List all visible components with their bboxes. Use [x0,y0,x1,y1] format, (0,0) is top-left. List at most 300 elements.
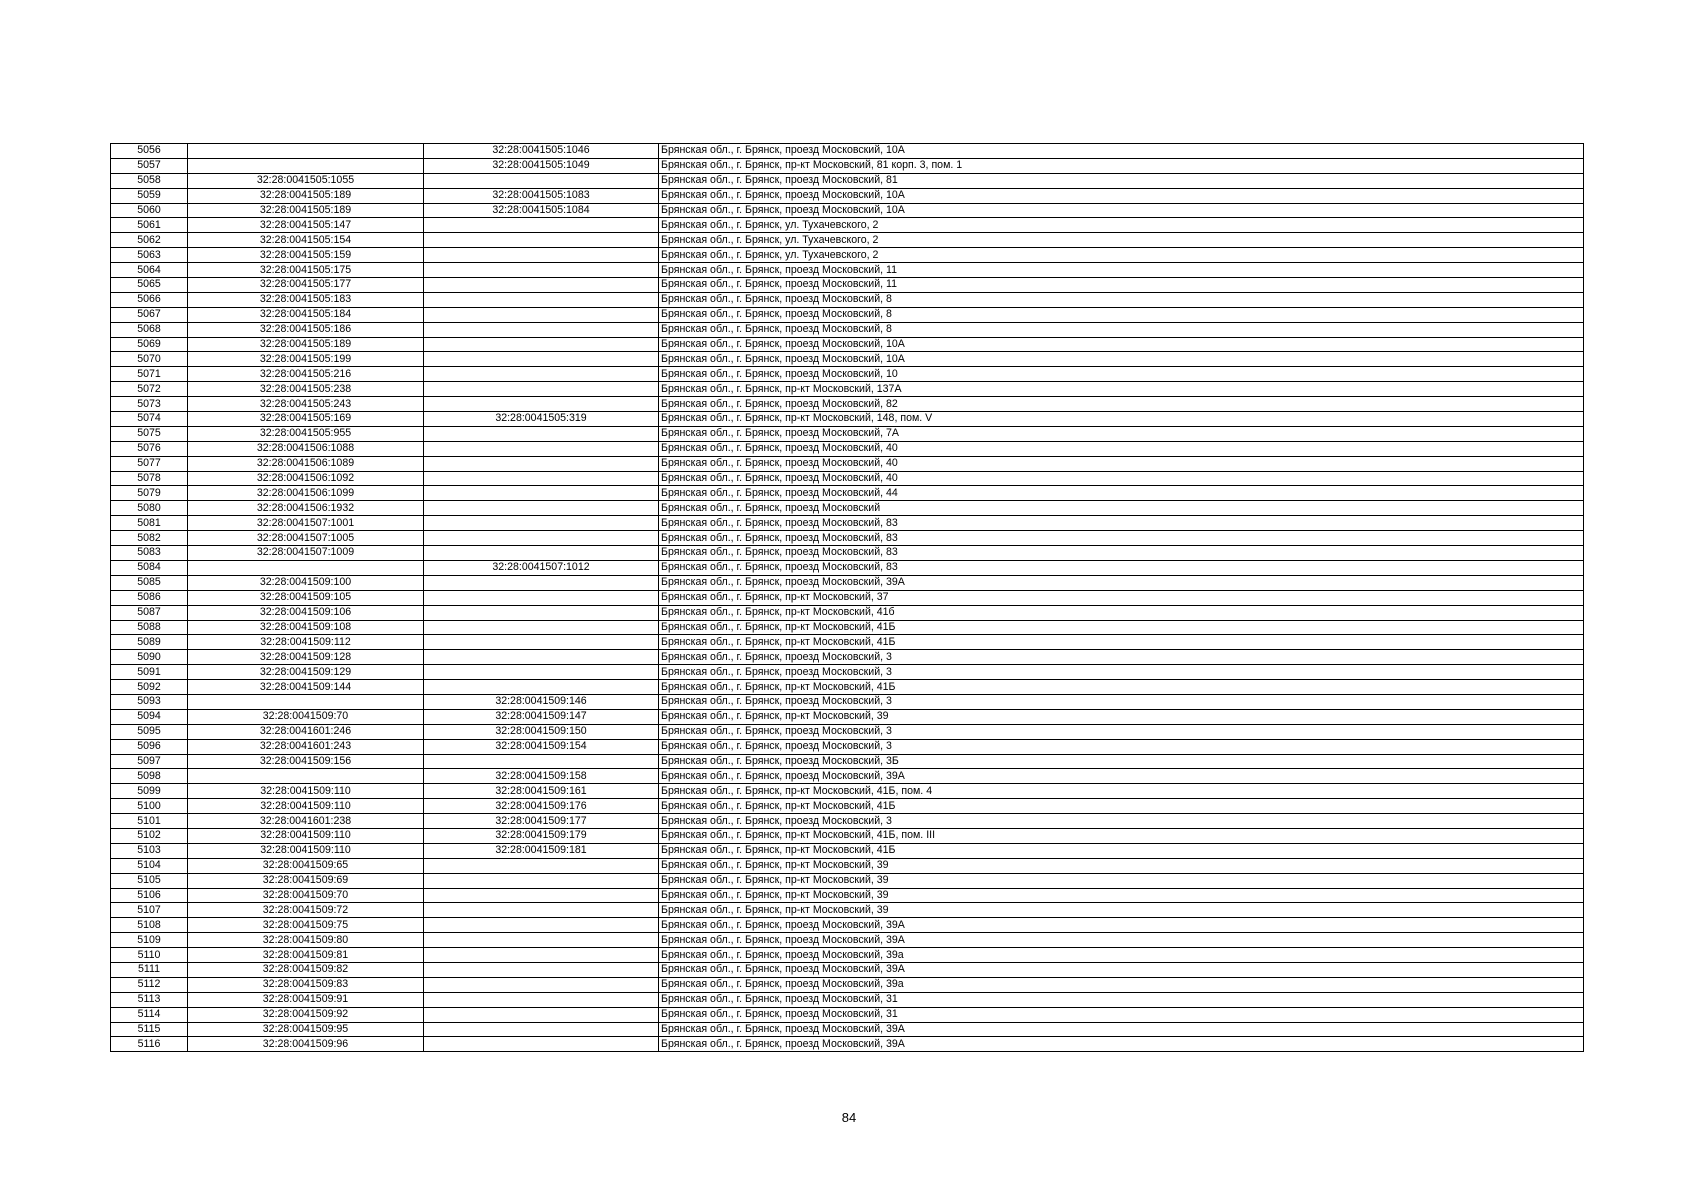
building-cadastral-number-cell [424,873,659,888]
row-number-cell: 5086 [111,590,188,605]
table-row [111,412,1584,427]
building-cadastral-number-cell [424,456,659,471]
table-row [111,441,1584,456]
table-row [111,650,1584,665]
building-cadastral-number-cell [424,962,659,977]
table-row [111,546,1584,561]
cadastral-number-cell [188,144,424,159]
cadastral-number-cell: 32:28:0041505:159 [188,248,424,263]
row-number-cell: 5070 [111,352,188,367]
address-cell: Брянская обл., г. Брянск, пр-кт Московский, 41Б [659,620,1584,635]
address-cell: Брянская обл., г. Брянск, проезд Московский, 39А [659,1037,1584,1052]
row-number-cell: 5108 [111,918,188,933]
cadastral-number-cell: 32:28:0041601:243 [188,739,424,754]
table-row [111,218,1584,233]
address-cell: Брянская обл., г. Брянск, проезд Московский, 10А [659,188,1584,203]
cadastral-number-cell: 32:28:0041509:100 [188,575,424,590]
building-cadastral-number-cell [424,248,659,263]
cadastral-number-cell: 32:28:0041509:144 [188,680,424,695]
page-number: 84 [841,1110,857,1125]
cadastral-number-cell: 32:28:0041506:1089 [188,456,424,471]
address-cell: Брянская обл., г. Брянск, пр-кт Московский, 37 [659,590,1584,605]
address-cell: Брянская обл., г. Брянск, пр-кт Московский, 39 [659,873,1584,888]
row-number-cell: 5104 [111,858,188,873]
row-number-cell: 5101 [111,814,188,829]
table-row [111,352,1584,367]
row-number-cell: 5114 [111,1007,188,1022]
cadastral-number-cell: 32:28:0041505:189 [188,337,424,352]
building-cadastral-number-cell: 32:28:0041505:1084 [424,203,659,218]
address-cell: Брянская обл., г. Брянск, проезд Московский, 39А [659,918,1584,933]
address-cell: Брянская обл., г. Брянск, проезд Московский, 82 [659,397,1584,412]
row-number-cell: 5082 [111,531,188,546]
address-cell: Брянская обл., г. Брянск, проезд Московский, 81 [659,173,1584,188]
row-number-cell: 5096 [111,739,188,754]
table-row [111,933,1584,948]
row-number-cell: 5106 [111,888,188,903]
table-row [111,1022,1584,1037]
address-cell: Брянская обл., г. Брянск, проезд Московский, 3 [659,694,1584,709]
row-number-cell: 5064 [111,263,188,278]
cadastral-number-cell: 32:28:0041505:955 [188,426,424,441]
address-cell: Брянская обл., г. Брянск, проезд Московский, 83 [659,516,1584,531]
address-cell: Брянская обл., г. Брянск, пр-кт Московский, 41б [659,605,1584,620]
table-row [111,828,1584,843]
address-cell: Брянская обл., г. Брянск, пр-кт Московский, 41Б [659,843,1584,858]
row-number-cell: 5091 [111,665,188,680]
address-cell: Брянская обл., г. Брянск, проезд Московский, 83 [659,560,1584,575]
address-cell: Брянская обл., г. Брянск, проезд Московский [659,501,1584,516]
building-cadastral-number-cell [424,352,659,367]
row-number-cell: 5074 [111,412,188,427]
cadastral-number-cell: 32:28:0041509:110 [188,799,424,814]
cadastral-number-cell: 32:28:0041509:69 [188,873,424,888]
cadastral-number-cell: 32:28:0041509:129 [188,665,424,680]
address-cell: Брянская обл., г. Брянск, проезд Московский, 10 [659,367,1584,382]
address-cell: Брянская обл., г. Брянск, пр-кт Московский, 39 [659,888,1584,903]
address-cell: Брянская обл., г. Брянск, проезд Московский, 8 [659,322,1584,337]
building-cadastral-number-cell [424,680,659,695]
table-row [111,292,1584,307]
building-cadastral-number-cell [424,590,659,605]
table-row [111,560,1584,575]
table-row [111,962,1584,977]
cadastral-number-cell: 32:28:0041509:91 [188,992,424,1007]
table-row [111,873,1584,888]
cadastral-number-cell: 32:28:0041601:238 [188,814,424,829]
table-row [111,769,1584,784]
table-row [111,173,1584,188]
address-cell: Брянская обл., г. Брянск, проезд Московский, 40 [659,471,1584,486]
address-cell: Брянская обл., г. Брянск, проезд Московский, 39А [659,962,1584,977]
row-number-cell: 5071 [111,367,188,382]
building-cadastral-number-cell [424,605,659,620]
address-cell: Брянская обл., г. Брянск, проезд Московский, 31 [659,992,1584,1007]
address-cell: Брянская обл., г. Брянск, проезд Московский, 39а [659,977,1584,992]
building-cadastral-number-cell [424,233,659,248]
row-number-cell: 5095 [111,724,188,739]
building-cadastral-number-cell: 32:28:0041507:1012 [424,560,659,575]
address-cell: Брянская обл., г. Брянск, пр-кт Московский, 41Б [659,635,1584,650]
cadastral-number-cell: 32:28:0041505:216 [188,367,424,382]
row-number-cell: 5097 [111,754,188,769]
building-cadastral-number-cell [424,1007,659,1022]
address-cell: Брянская обл., г. Брянск, пр-кт Московский, 41Б [659,799,1584,814]
cadastral-number-cell: 32:28:0041509:82 [188,962,424,977]
cadastral-number-cell: 32:28:0041509:96 [188,1037,424,1052]
cadastral-number-cell: 32:28:0041509:72 [188,903,424,918]
row-number-cell: 5093 [111,694,188,709]
row-number-cell: 5110 [111,948,188,963]
address-cell: Брянская обл., г. Брянск, проезд Московский, 39а [659,948,1584,963]
cadastral-number-cell: 32:28:0041509:70 [188,888,424,903]
building-cadastral-number-cell [424,918,659,933]
address-cell: Брянская обл., г. Брянск, проезд Московский, 40 [659,456,1584,471]
cadastral-number-cell: 32:28:0041509:105 [188,590,424,605]
table-row [111,620,1584,635]
address-cell: Брянская обл., г. Брянск, проезд Московский, 83 [659,546,1584,561]
cadastral-number-cell: 32:28:0041509:95 [188,1022,424,1037]
cadastral-number-cell: 32:28:0041505:169 [188,412,424,427]
cadastral-number-cell: 32:28:0041506:1088 [188,441,424,456]
table-row [111,680,1584,695]
table-row [111,948,1584,963]
building-cadastral-number-cell [424,1037,659,1052]
cadastral-number-cell: 32:28:0041505:1055 [188,173,424,188]
cadastral-number-cell [188,694,424,709]
cadastral-number-cell: 32:28:0041506:1099 [188,486,424,501]
row-number-cell: 5058 [111,173,188,188]
table-row [111,992,1584,1007]
address-cell: Брянская обл., г. Брянск, проезд Московский, 10А [659,144,1584,159]
row-number-cell: 5094 [111,709,188,724]
cadastral-number-cell: 32:28:0041509:65 [188,858,424,873]
building-cadastral-number-cell [424,1022,659,1037]
building-cadastral-number-cell [424,382,659,397]
row-number-cell: 5075 [111,426,188,441]
table-row [111,397,1584,412]
row-number-cell: 5100 [111,799,188,814]
row-number-cell: 5103 [111,843,188,858]
building-cadastral-number-cell [424,992,659,1007]
address-cell: Брянская обл., г. Брянск, проезд Московский, 83 [659,531,1584,546]
cadastral-number-cell: 32:28:0041505:175 [188,263,424,278]
row-number-cell: 5102 [111,828,188,843]
address-cell: Брянская обл., г. Брянск, проезд Московский, 8 [659,292,1584,307]
building-cadastral-number-cell [424,933,659,948]
row-number-cell: 5107 [111,903,188,918]
building-cadastral-number-cell [424,977,659,992]
building-cadastral-number-cell [424,426,659,441]
cadastral-number-cell: 32:28:0041507:1001 [188,516,424,531]
row-number-cell: 5098 [111,769,188,784]
registry-table [110,143,1584,1052]
address-cell: Брянская обл., г. Брянск, пр-кт Московский, 39 [659,858,1584,873]
building-cadastral-number-cell [424,858,659,873]
address-cell: Брянская обл., г. Брянск, проезд Московский, 3 [659,814,1584,829]
row-number-cell: 5062 [111,233,188,248]
building-cadastral-number-cell [424,292,659,307]
cadastral-number-cell: 32:28:0041505:154 [188,233,424,248]
building-cadastral-number-cell: 32:28:0041509:177 [424,814,659,829]
building-cadastral-number-cell [424,397,659,412]
table-row [111,471,1584,486]
row-number-cell: 5059 [111,188,188,203]
address-cell: Брянская обл., г. Брянск, пр-кт Московский, 41Б [659,680,1584,695]
row-number-cell: 5061 [111,218,188,233]
building-cadastral-number-cell: 32:28:0041509:154 [424,739,659,754]
building-cadastral-number-cell: 32:28:0041509:147 [424,709,659,724]
row-number-cell: 5069 [111,337,188,352]
row-number-cell: 5066 [111,292,188,307]
row-number-cell: 5083 [111,546,188,561]
building-cadastral-number-cell: 32:28:0041509:150 [424,724,659,739]
address-cell: Брянская обл., г. Брянск, пр-кт Московский, 148, пом. V [659,412,1584,427]
address-cell: Брянская обл., г. Брянск, пр-кт Московский, 39 [659,903,1584,918]
table-row [111,1037,1584,1052]
cadastral-number-cell [188,769,424,784]
row-number-cell: 5116 [111,1037,188,1052]
building-cadastral-number-cell [424,471,659,486]
building-cadastral-number-cell [424,367,659,382]
address-cell: Брянская обл., г. Брянск, ул. Тухачевского, 2 [659,218,1584,233]
address-cell: Брянская обл., г. Брянск, пр-кт Московский, 137А [659,382,1584,397]
building-cadastral-number-cell: 32:28:0041509:181 [424,843,659,858]
address-cell: Брянская обл., г. Брянск, проезд Московский, 10А [659,203,1584,218]
building-cadastral-number-cell [424,263,659,278]
address-cell: Брянская обл., г. Брянск, пр-кт Московский, 41Б, пом. III [659,828,1584,843]
address-cell: Брянская обл., г. Брянск, проезд Московский, 3 [659,650,1584,665]
cadastral-number-cell: 32:28:0041505:177 [188,278,424,293]
cadastral-number-cell: 32:28:0041509:80 [188,933,424,948]
table-row [111,605,1584,620]
row-number-cell: 5080 [111,501,188,516]
table-row [111,456,1584,471]
table-row [111,486,1584,501]
address-cell: Брянская обл., г. Брянск, проезд Московский, 8 [659,307,1584,322]
building-cadastral-number-cell [424,441,659,456]
table-row [111,158,1584,173]
cadastral-number-cell: 32:28:0041509:110 [188,828,424,843]
table-row [111,694,1584,709]
cadastral-number-cell: 32:28:0041509:128 [188,650,424,665]
table-row [111,188,1584,203]
row-number-cell: 5076 [111,441,188,456]
row-number-cell: 5105 [111,873,188,888]
address-cell: Брянская обл., г. Брянск, проезд Московский, 39А [659,769,1584,784]
row-number-cell: 5081 [111,516,188,531]
row-number-cell: 5113 [111,992,188,1007]
row-number-cell: 5115 [111,1022,188,1037]
cadastral-number-cell: 32:28:0041509:112 [188,635,424,650]
building-cadastral-number-cell [424,486,659,501]
table-row [111,858,1584,873]
address-cell: Брянская обл., г. Брянск, пр-кт Московский, 39 [659,709,1584,724]
cadastral-number-cell: 32:28:0041505:184 [188,307,424,322]
building-cadastral-number-cell [424,173,659,188]
address-cell: Брянская обл., г. Брянск, проезд Московский, 3 [659,665,1584,680]
table-row [111,709,1584,724]
table-row [111,531,1584,546]
cadastral-number-cell: 32:28:0041601:246 [188,724,424,739]
row-number-cell: 5078 [111,471,188,486]
table-row [111,843,1584,858]
cadastral-number-cell: 32:28:0041509:92 [188,1007,424,1022]
table-row [111,888,1584,903]
building-cadastral-number-cell: 32:28:0041509:158 [424,769,659,784]
cadastral-number-cell: 32:28:0041509:83 [188,977,424,992]
cadastral-number-cell: 32:28:0041509:75 [188,918,424,933]
cadastral-number-cell [188,560,424,575]
row-number-cell: 5084 [111,560,188,575]
building-cadastral-number-cell [424,218,659,233]
building-cadastral-number-cell [424,278,659,293]
row-number-cell: 5063 [111,248,188,263]
row-number-cell: 5072 [111,382,188,397]
address-cell: Брянская обл., г. Брянск, проезд Московский, 3Б [659,754,1584,769]
address-cell: Брянская обл., г. Брянск, проезд Московский, 39А [659,1022,1584,1037]
row-number-cell: 5060 [111,203,188,218]
building-cadastral-number-cell [424,546,659,561]
table-row [111,501,1584,516]
building-cadastral-number-cell [424,650,659,665]
address-cell: Брянская обл., г. Брянск, проезд Московский, 10А [659,352,1584,367]
cadastral-number-cell: 32:28:0041505:238 [188,382,424,397]
cadastral-number-cell: 32:28:0041506:1932 [188,501,424,516]
cadastral-number-cell: 32:28:0041505:243 [188,397,424,412]
table-row [111,307,1584,322]
building-cadastral-number-cell: 32:28:0041505:1049 [424,158,659,173]
table-row [111,575,1584,590]
building-cadastral-number-cell: 32:28:0041505:1046 [424,144,659,159]
table-row [111,337,1584,352]
address-cell: Брянская обл., г. Брянск, ул. Тухачевского, 2 [659,248,1584,263]
table-row [111,144,1584,159]
table-row [111,635,1584,650]
address-cell: Брянская обл., г. Брянск, ул. Тухачевского, 2 [659,233,1584,248]
cadastral-number-cell: 32:28:0041509:70 [188,709,424,724]
building-cadastral-number-cell [424,337,659,352]
table-row [111,590,1584,605]
table-row [111,918,1584,933]
building-cadastral-number-cell [424,575,659,590]
address-cell: Брянская обл., г. Брянск, проезд Московский, 3 [659,724,1584,739]
row-number-cell: 5099 [111,784,188,799]
table-row [111,903,1584,918]
cadastral-number-cell: 32:28:0041509:81 [188,948,424,963]
row-number-cell: 5073 [111,397,188,412]
address-cell: Брянская обл., г. Брянск, проезд Московский, 40 [659,441,1584,456]
cadastral-number-cell: 32:28:0041505:183 [188,292,424,307]
building-cadastral-number-cell: 32:28:0041505:1083 [424,188,659,203]
row-number-cell: 5085 [111,575,188,590]
building-cadastral-number-cell [424,665,659,680]
building-cadastral-number-cell [424,635,659,650]
row-number-cell: 5077 [111,456,188,471]
row-number-cell: 5056 [111,144,188,159]
row-number-cell: 5109 [111,933,188,948]
cadastral-number-cell [188,158,424,173]
table-row [111,426,1584,441]
table-row [111,799,1584,814]
address-cell: Брянская обл., г. Брянск, проезд Московский, 11 [659,263,1584,278]
table-row [111,382,1584,397]
table-row [111,233,1584,248]
building-cadastral-number-cell [424,888,659,903]
cadastral-number-cell: 32:28:0041509:156 [188,754,424,769]
row-number-cell: 5089 [111,635,188,650]
building-cadastral-number-cell: 32:28:0041509:161 [424,784,659,799]
row-number-cell: 5087 [111,605,188,620]
table-row [111,754,1584,769]
address-cell: Брянская обл., г. Брянск, пр-кт Московский, 81 корп. 3, пом. 1 [659,158,1584,173]
cadastral-number-cell: 32:28:0041505:189 [188,203,424,218]
cadastral-number-cell: 32:28:0041509:110 [188,843,424,858]
building-cadastral-number-cell [424,620,659,635]
building-cadastral-number-cell [424,948,659,963]
building-cadastral-number-cell: 32:28:0041509:146 [424,694,659,709]
cadastral-number-cell: 32:28:0041505:147 [188,218,424,233]
address-cell: Брянская обл., г. Брянск, проезд Московский, 3 [659,739,1584,754]
row-number-cell: 5112 [111,977,188,992]
row-number-cell: 5079 [111,486,188,501]
building-cadastral-number-cell [424,531,659,546]
address-cell: Брянская обл., г. Брянск, проезд Московский, 39А [659,933,1584,948]
cadastral-number-cell: 32:28:0041505:186 [188,322,424,337]
address-cell: Брянская обл., г. Брянск, проезд Московский, 11 [659,278,1584,293]
building-cadastral-number-cell [424,516,659,531]
table-row [111,322,1584,337]
building-cadastral-number-cell [424,307,659,322]
table-row [111,248,1584,263]
address-cell: Брянская обл., г. Брянск, проезд Московский, 44 [659,486,1584,501]
table-row [111,1007,1584,1022]
row-number-cell: 5057 [111,158,188,173]
address-cell: Брянская обл., г. Брянск, проезд Московский, 10А [659,337,1584,352]
building-cadastral-number-cell: 32:28:0041509:179 [424,828,659,843]
registry-table-body [111,144,1584,1052]
table-row [111,814,1584,829]
table-row [111,724,1584,739]
table-row [111,977,1584,992]
table-row [111,203,1584,218]
cadastral-number-cell: 32:28:0041509:106 [188,605,424,620]
table-row [111,263,1584,278]
cadastral-number-cell: 32:28:0041507:1005 [188,531,424,546]
building-cadastral-number-cell [424,322,659,337]
address-cell: Брянская обл., г. Брянск, проезд Московский, 7А [659,426,1584,441]
address-cell: Брянская обл., г. Брянск, проезд Московский, 39А [659,575,1584,590]
row-number-cell: 5068 [111,322,188,337]
row-number-cell: 5088 [111,620,188,635]
table-row [111,739,1584,754]
building-cadastral-number-cell [424,903,659,918]
address-cell: Брянская обл., г. Брянск, пр-кт Московский, 41Б, пом. 4 [659,784,1584,799]
row-number-cell: 5090 [111,650,188,665]
table-row [111,367,1584,382]
row-number-cell: 5067 [111,307,188,322]
cadastral-number-cell: 32:28:0041505:189 [188,188,424,203]
cadastral-number-cell: 32:28:0041505:199 [188,352,424,367]
cadastral-number-cell: 32:28:0041506:1092 [188,471,424,486]
row-number-cell: 5111 [111,962,188,977]
building-cadastral-number-cell: 32:28:0041509:176 [424,799,659,814]
building-cadastral-number-cell [424,754,659,769]
table-row [111,665,1584,680]
building-cadastral-number-cell: 32:28:0041505:319 [424,412,659,427]
cadastral-number-cell: 32:28:0041509:110 [188,784,424,799]
table-row [111,784,1584,799]
